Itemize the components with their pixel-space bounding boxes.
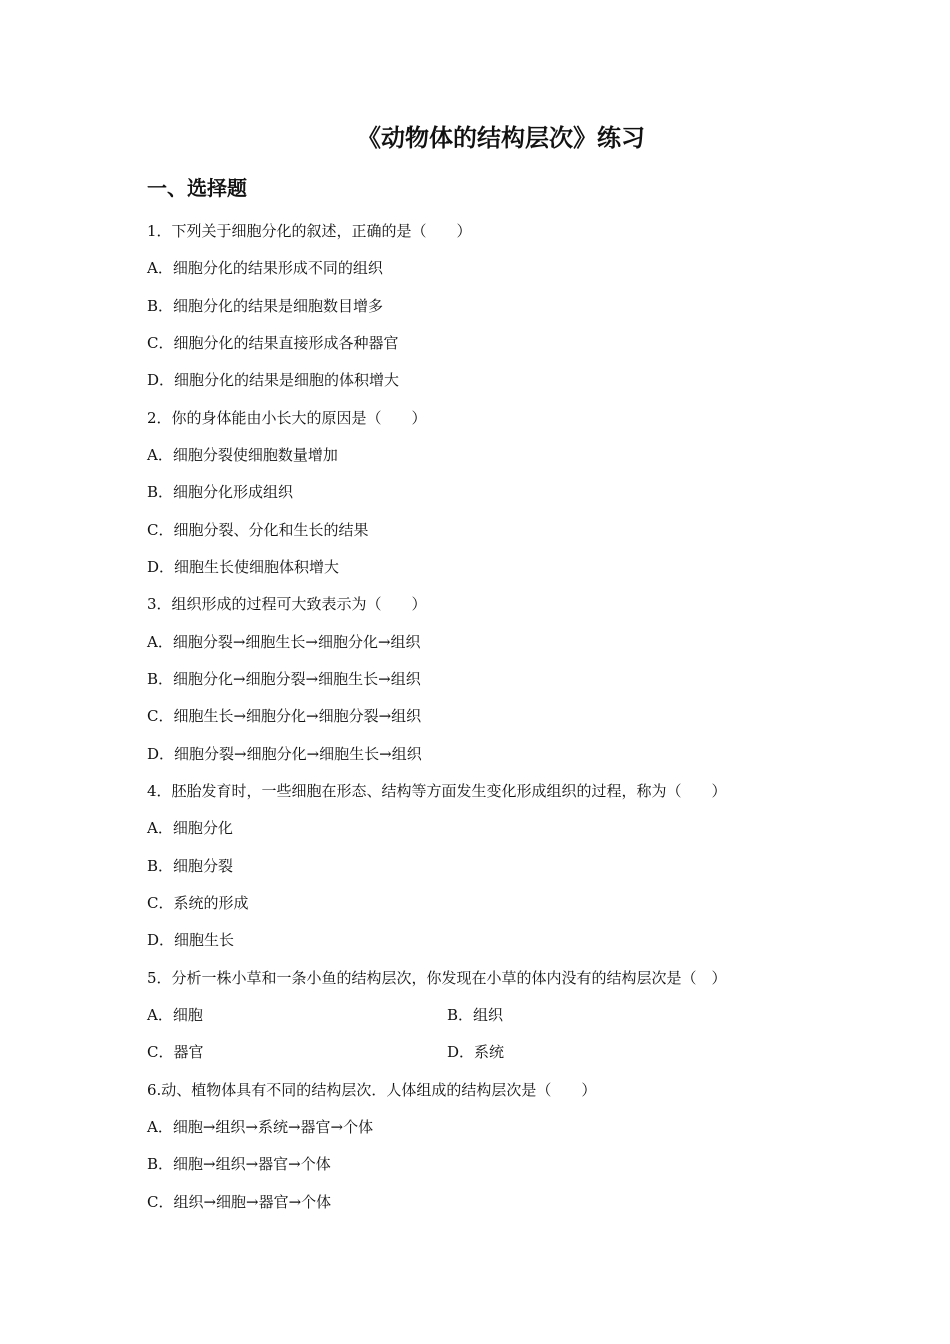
question-4-option-d: D．细胞生长 bbox=[147, 931, 235, 949]
question-5-option-d: D．系统 bbox=[447, 1043, 505, 1061]
question-6-option-c: C．组织→细胞→器官→个体 bbox=[147, 1193, 332, 1211]
question-2-option-a: A．细胞分裂使细胞数量增加 bbox=[147, 446, 338, 464]
question-4-option-b: B．细胞分裂 bbox=[147, 857, 234, 875]
question-1-option-c: C．细胞分化的结果直接形成各种器官 bbox=[147, 334, 399, 352]
question-1-stem: 1．下列关于细胞分化的叙述，正确的是（ ） bbox=[147, 222, 472, 240]
question-5-option-b: B．组织 bbox=[447, 1006, 504, 1024]
question-6-option-a: A．细胞→组织→系统→器官→个体 bbox=[147, 1118, 374, 1136]
question-4-option-c: C．系统的形成 bbox=[147, 894, 249, 912]
question-4-stem: 4．胚胎发育时，一些细胞在形态、结构等方面发生变化形成组织的过程，称为（ ） bbox=[147, 782, 727, 800]
section-heading: 一、选择题 bbox=[147, 176, 247, 200]
question-3-option-a: A．细胞分裂→细胞生长→细胞分化→组织 bbox=[147, 633, 421, 651]
question-2-option-b: B．细胞分化形成组织 bbox=[147, 483, 294, 501]
question-1-option-b: B．细胞分化的结果是细胞数目增多 bbox=[147, 297, 384, 315]
question-5-option-c: C．器官 bbox=[147, 1043, 204, 1061]
question-5-option-a: A．细胞 bbox=[147, 1006, 203, 1024]
question-3-option-d: D．细胞分裂→细胞分化→细胞生长→组织 bbox=[147, 745, 422, 763]
question-4-option-a: A．细胞分化 bbox=[147, 819, 233, 837]
question-6-option-b: B．细胞→组织→器官→个体 bbox=[147, 1155, 331, 1173]
question-3-stem: 3．组织形成的过程可大致表示为（ ） bbox=[147, 595, 427, 613]
question-3-option-c: C．细胞生长→细胞分化→细胞分裂→组织 bbox=[147, 707, 422, 725]
page-title: 《动物体的结构层次》练习 bbox=[357, 124, 645, 152]
question-1-option-a: A．细胞分化的结果形成不同的组织 bbox=[147, 259, 383, 277]
question-2-stem: 2．你的身体能由小长大的原因是（ ） bbox=[147, 409, 427, 427]
question-6-stem: 6.动、植物体具有不同的结构层次．人体组成的结构层次是（ ） bbox=[147, 1081, 597, 1099]
question-5-stem: 5．分析一株小草和一条小鱼的结构层次，你发现在小草的体内没有的结构层次是（ ） bbox=[147, 969, 727, 987]
question-2-option-d: D．细胞生长使细胞体积增大 bbox=[147, 558, 340, 576]
question-2-option-c: C．细胞分裂、分化和生长的结果 bbox=[147, 521, 369, 539]
question-1-option-d: D．细胞分化的结果是细胞的体积增大 bbox=[147, 371, 400, 389]
question-3-option-b: B．细胞分化→细胞分裂→细胞生长→组织 bbox=[147, 670, 421, 688]
